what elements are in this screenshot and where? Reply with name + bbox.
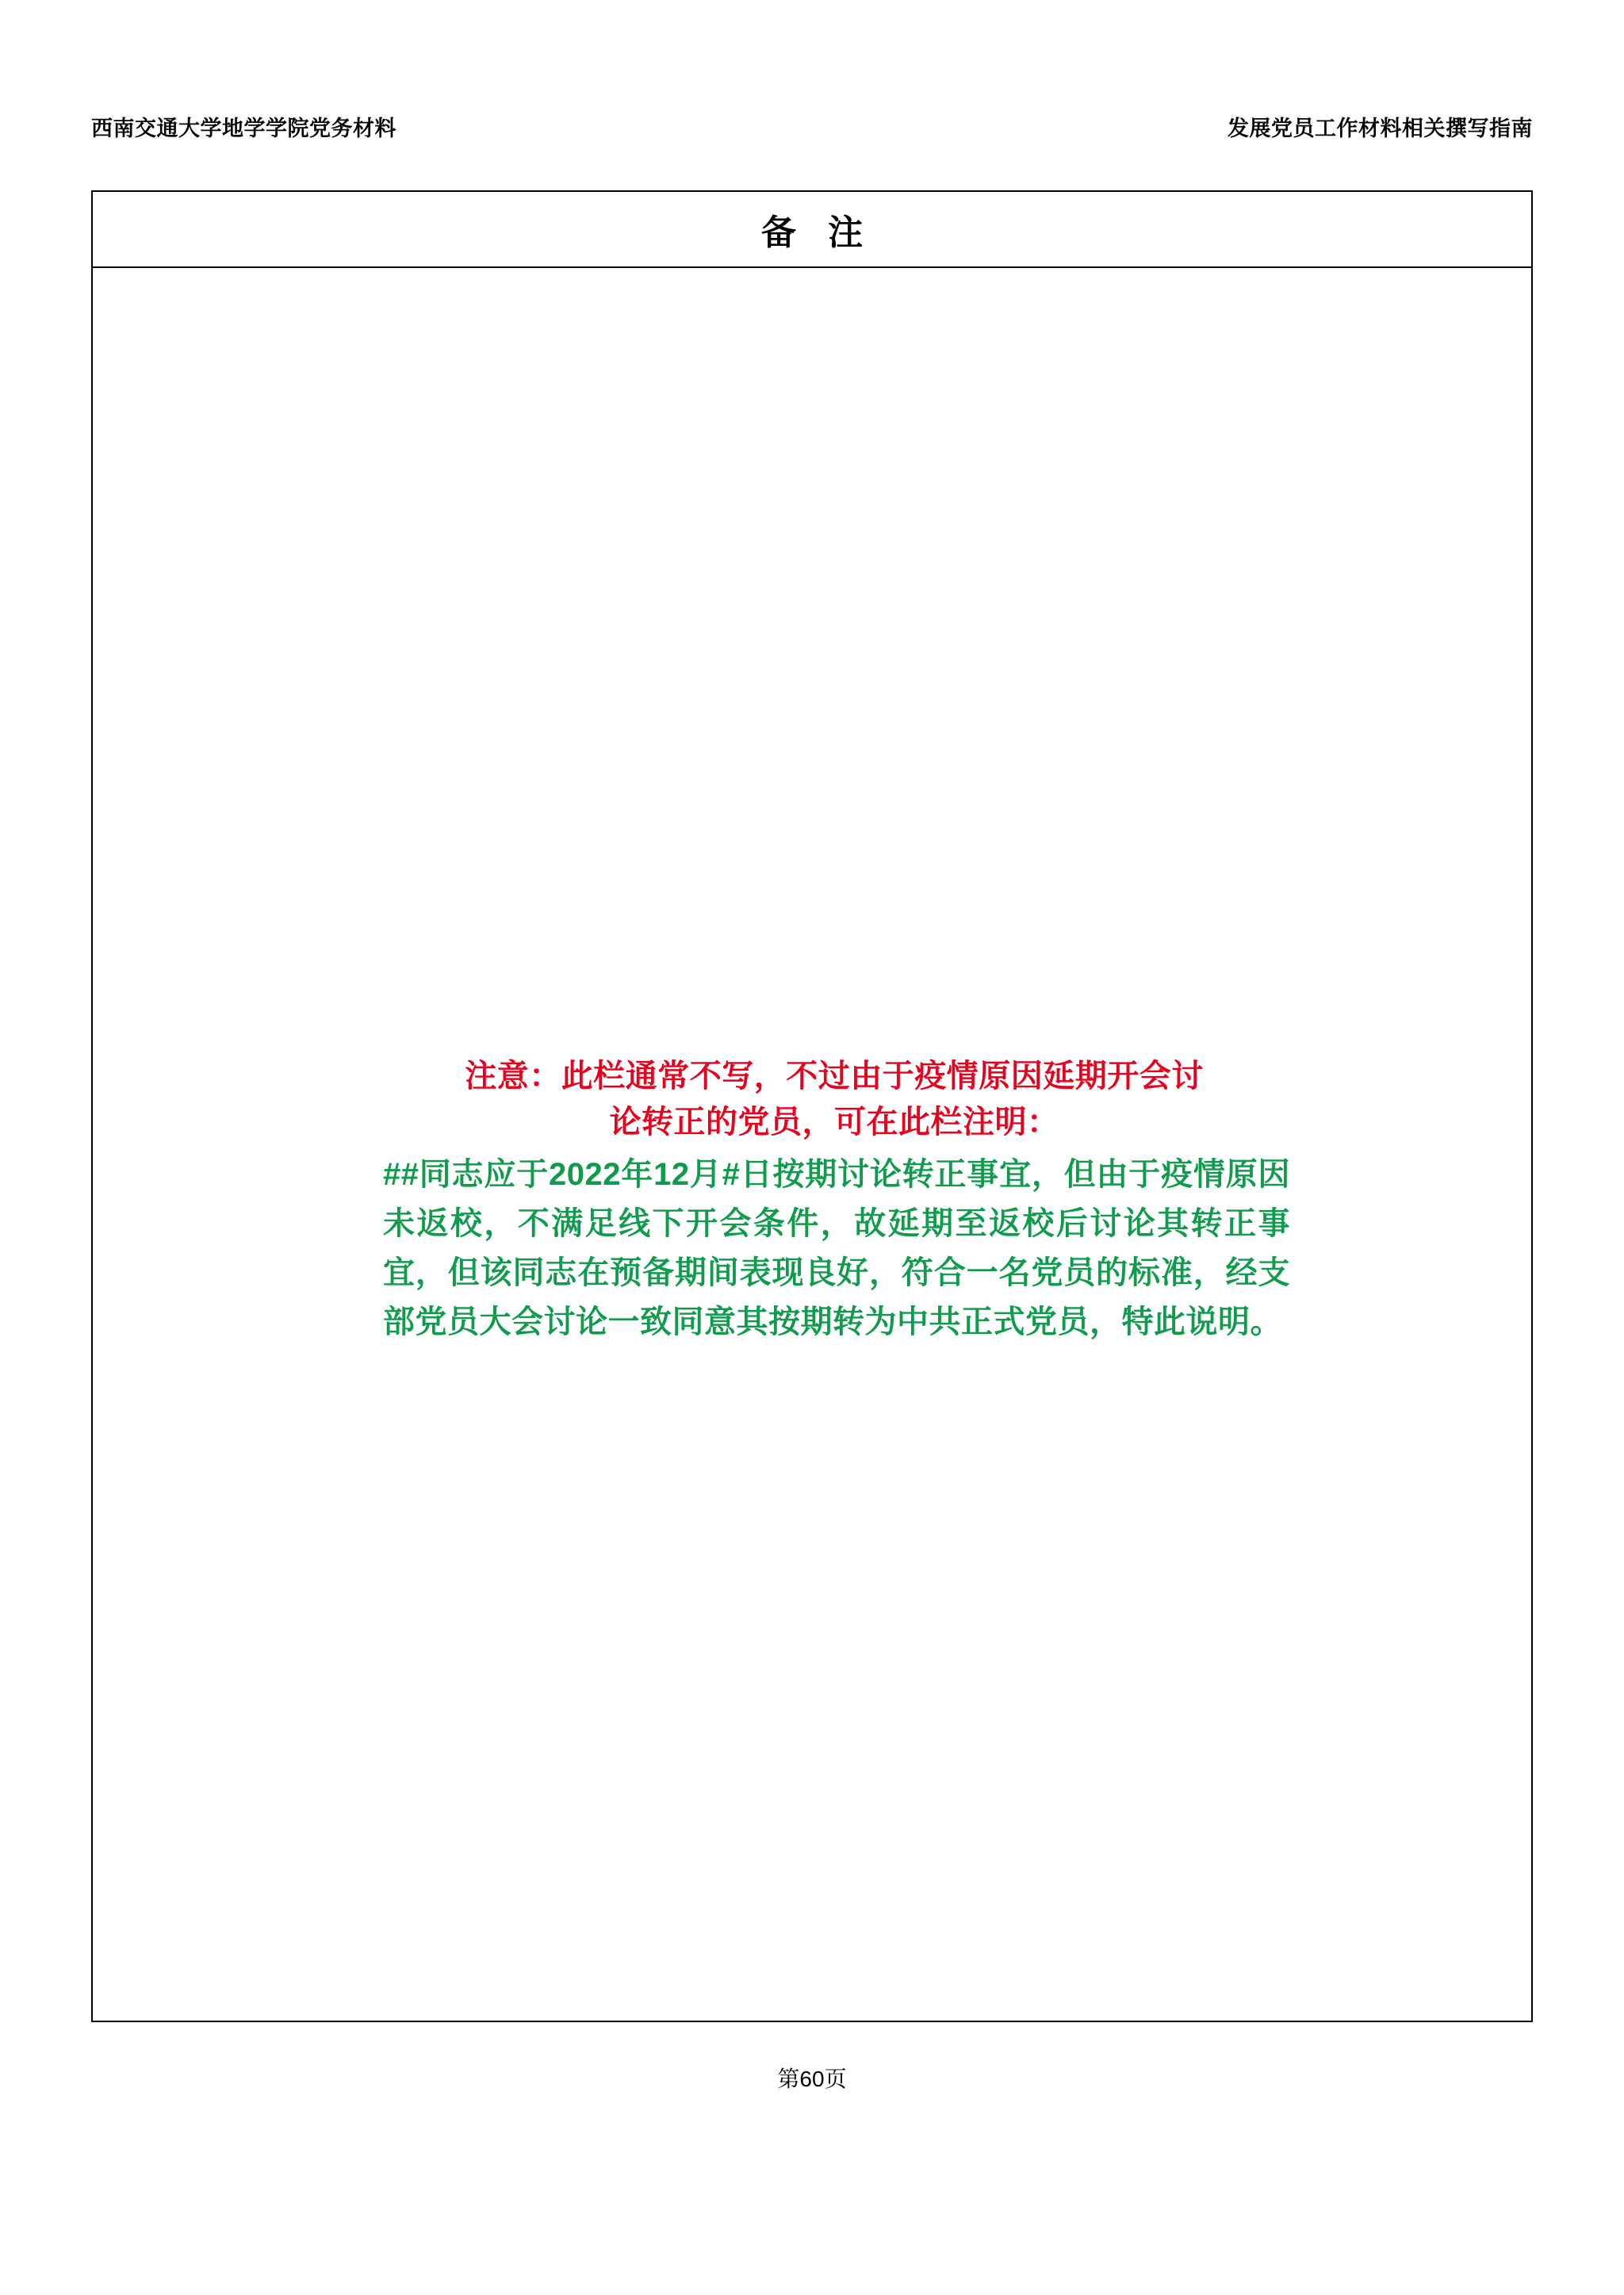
- remarks-table-title-row: [93, 192, 1531, 268]
- annotation-sample-text: ##同志应于2022年12月#日按期讨论转正事宜，但由于疫情原因未返校，不满足线下开会条件，故延期至返校后讨论其转正事宜，但该同志在预备期间表现良好，符合一名党员的标准，经支部党员大会讨论一致同意其按期转为中共正式党员，特此说明。: [383, 1157, 1290, 1339]
- header-right-text: 发展党员工作材料相关撰写指南: [1228, 117, 1533, 140]
- page-footer: [0, 2062, 1624, 2094]
- remarks-table-title: 备 注: [760, 213, 875, 252]
- header-left-text: 西南交通大学地学学院党务材料: [91, 117, 396, 140]
- running-header: [91, 111, 1533, 142]
- page-number: 第60页: [777, 2067, 847, 2091]
- remarks-table-body: [93, 268, 1531, 2021]
- remarks-table: [91, 190, 1533, 2022]
- annotation-block: [362, 1053, 1306, 1347]
- annotation-warning-line1: 注意：此栏通常不写，不过由于疫情原因延期开会讨: [465, 1059, 1204, 1094]
- annotation-warning-line2: 论转正的党员，可在此栏注明：: [609, 1105, 1059, 1140]
- annotation-warning: [362, 1053, 1306, 1145]
